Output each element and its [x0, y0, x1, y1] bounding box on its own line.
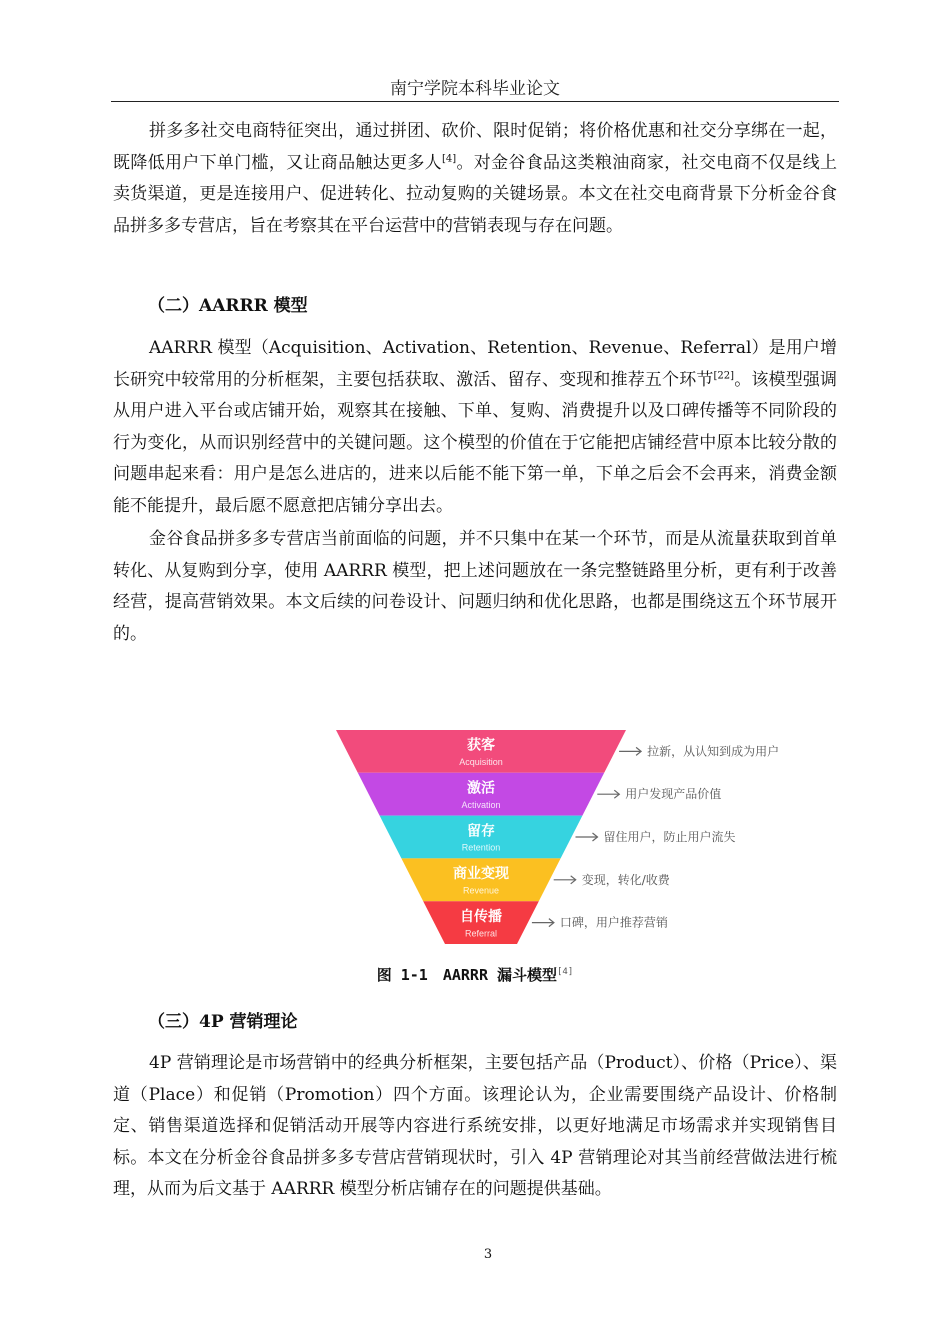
aarrr-text-2: 。该模型强调从用户进入平台或店铺开始，观察其在接触、下单、复购、消费提升以及口碑传播等不同阶段的行为变化，从而识别经营中的关键问题。这个模型的价值在于它能把店铺经营中原本比较分散的问题串起来看：用户是怎么进店的，进来以后能不能下第一单，下单之后会不会再来，消费金额能不能提升，最后愿不愿意把店铺分享出去。: [113, 369, 838, 516]
page-number: 3: [483, 1247, 493, 1262]
funnel-sublabel-acquisition: Acquisition: [459, 757, 503, 768]
aarrr-funnel-figure: [330, 726, 800, 948]
4p-paragraph: 4P 营销理论是市场营销中的经典分析框架，主要包括产品（Product）、价格（Price）、渠道（Place）和促销（Promotion）四个方面。该理论认为，企业需要围绕产品设计、价格制定、销售渠道选择和促销活动开展等内容进行系统安排，以更好地满足市场需求并实现销售目标。本文在分析金谷食品拼多多专营店营销现状时，引入 4P 营销理论对其当前经营做法进行梳理，从而为后文基于 AARRR 模型分析店铺存在的问题提供基础。: [113, 1053, 837, 1199]
header-rule: [111, 101, 839, 102]
intro-text-2: 。对金谷食品这类粮油商家，社交电商不仅是线上卖货渠道，更是连接用户、促进转化、拉动复购的关键场景。本文在社交电商背景下分析金谷食品拼多多专营店，旨在考察其在平台运营中的营销表现与存在问题。: [113, 152, 838, 236]
aarrr-paragraph-1: [113, 333, 837, 522]
funnel-sublabel-activation: Activation: [461, 799, 501, 810]
figure-caption-text: 图 1-1 AARRR 漏斗模型: [376, 966, 558, 984]
citation-4: [4]: [441, 152, 457, 164]
funnel-sublabel-revenue: Revenue: [462, 885, 500, 896]
funnel-note-revenue: 变现，转化/收费: [581, 872, 670, 887]
figure-caption-citation: [4]: [557, 967, 574, 977]
funnel-label-acquisition: 获客: [467, 737, 495, 754]
figure-caption: [0, 964, 950, 985]
intro-paragraph: [113, 116, 837, 242]
funnel-graphic: [330, 726, 800, 948]
funnel-note-referral: 口碑，用户推荐营销: [559, 915, 668, 930]
funnel-label-revenue: 商业变现: [453, 866, 509, 883]
funnel-note-activation: 用户发现产品价值: [625, 787, 722, 802]
citation-22: [22]: [713, 369, 735, 381]
aarrr-text-1: AARRR 模型（Acquisition、Activation、Retention、Revenue、Referral）是用户增长研究中较常用的分析框架，主要包括获取、激活、留存、变现和推荐五个环节: [113, 338, 837, 390]
funnel-label-retention: 留存: [467, 823, 495, 840]
funnel-label-activation: 激活: [467, 780, 495, 797]
aarrr-paragraph-2: 金谷食品拼多多专营店当前面临的问题，并不只集中在某一个环节，而是从流量获取到首单转化、从复购到分享，使用 AARRR 模型，把上述问题放在一条完整链路里分析，更有利于改善经营，提高营销效果。本文后续的问卷设计、问题归纳和优化思路，也都是围绕这五个环节展开的。: [113, 529, 837, 644]
funnel-note-retention: 留住用户，防止用户流失: [603, 830, 736, 844]
section-heading-aarrr: （二）AARRR 模型: [148, 296, 308, 316]
funnel-sublabel-retention: Retention: [461, 842, 501, 853]
intro-text-1: 拼多多社交电商特征突出，通过拼团、砍价、限时促销；将价格优惠和社交分享绑在一起，既降低用户下单门槛，又让商品触达更多人: [113, 121, 837, 173]
funnel-label-referral: 自传播: [460, 908, 502, 925]
header-title: 南宁学院本科毕业论文: [390, 79, 560, 99]
funnel-sublabel-referral: Referral: [464, 928, 498, 939]
funnel-note-acquisition: 拉新，从认知到成为用户: [647, 744, 780, 759]
section-heading-4p: （三）4P 营销理论: [148, 1012, 298, 1032]
